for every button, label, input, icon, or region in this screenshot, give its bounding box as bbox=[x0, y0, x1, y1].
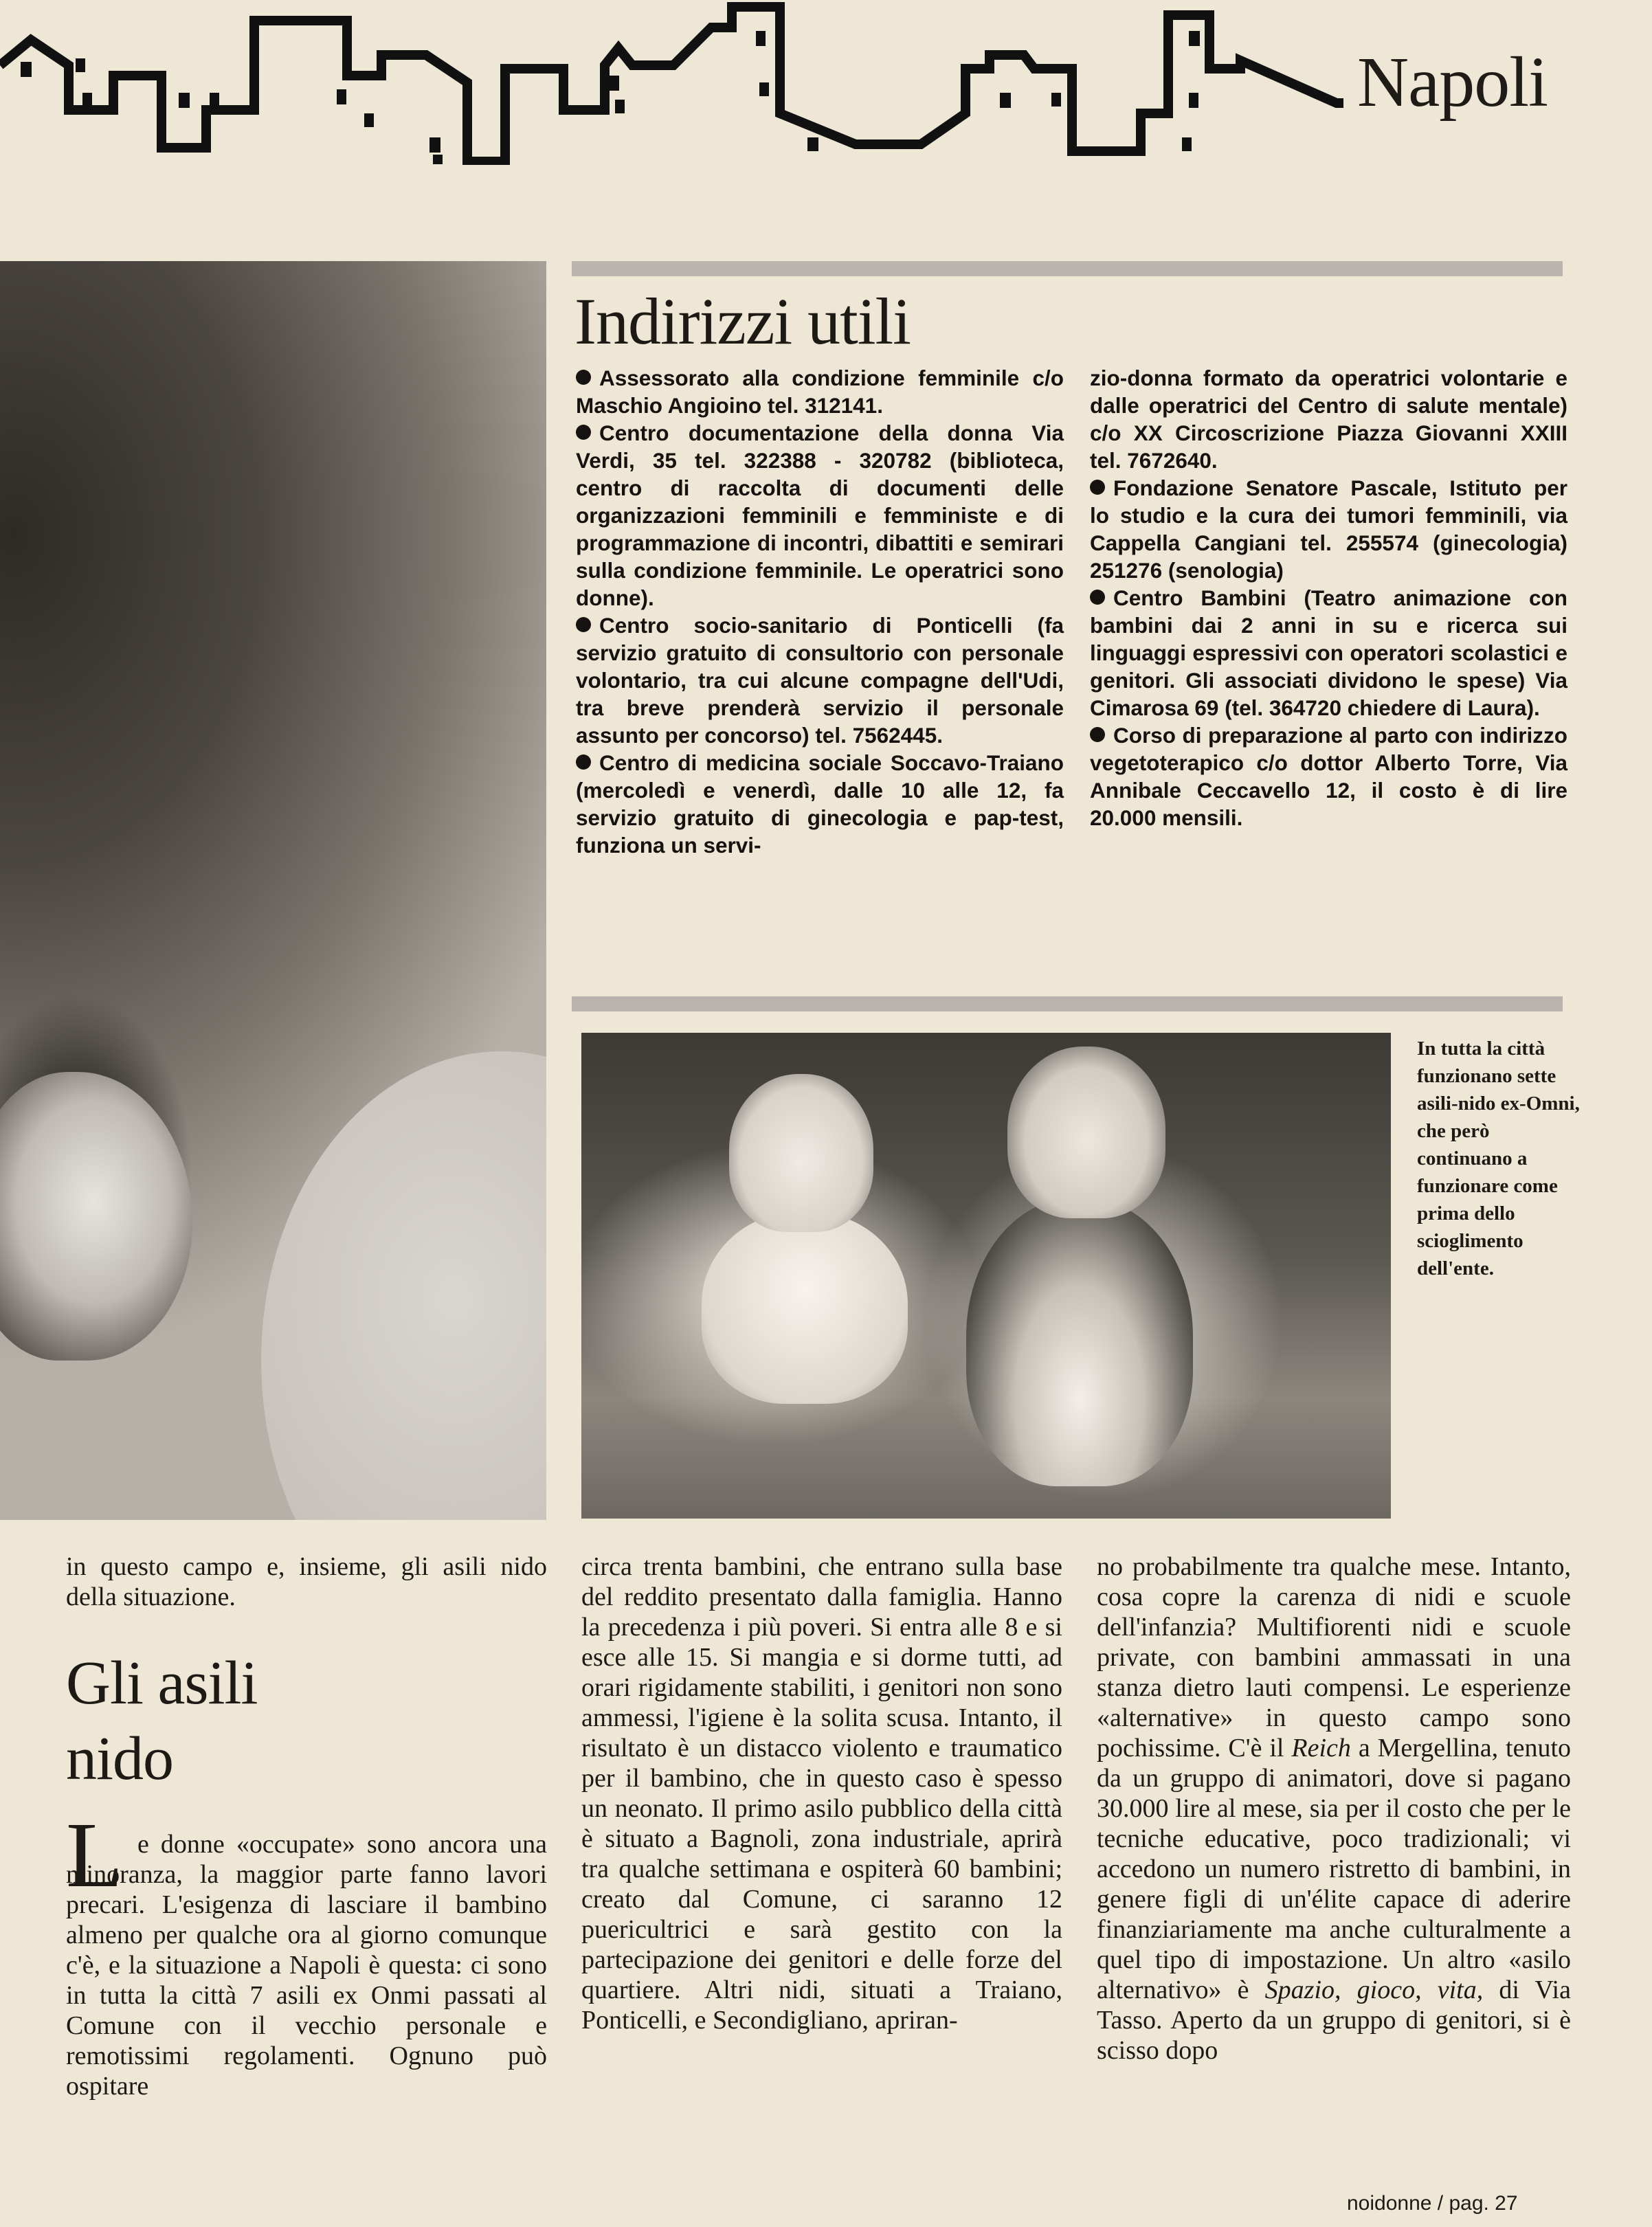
article-paragraph: circa trenta bambini, che entrano sulla base del reddito presentato dalla famiglia. Hanno la precedenza i più poveri. Si entra alle 8 e si esce alle 15. Si mangia e si dorme tutti, ad orari rigidamente stabiliti, i genitori non sono ammessi, l'igiene è la solita scusa. Intanto, il risultato è un distacco violento e traumatico per il bambino, che in questo caso è spesso un neonato. Il primo asilo pubblico della città è situato a Bagnoli, zona industriale, aprirà tra qualche settimana e ospiterà 60 bambini; creato dal Comune, ci saranno 12 puericultrici e sarà gestito con la partecipazione dei genitori e delle forze del quartiere. Altri nidi, situati a Traiano, Ponticelli, e Secondigliano, apriran- bbox=[581, 1552, 1062, 2035]
bullet-icon bbox=[576, 754, 591, 770]
bullet-icon bbox=[576, 425, 591, 440]
address-item: Corso di preparazione al parto con indirizzo vegetoterapico c/o dottor Alberto Torre, Via Annibale Ceccavello 12, il costo è di lire 20.000 mensili. bbox=[1090, 723, 1567, 830]
address-item: Centro di medicina sociale Soccavo-Traiano (mercoledì e venerdì, dalle 10 alle 12, fa servizio gratuito di ginecologia e pap-test, funziona un servi- bbox=[576, 750, 1064, 858]
article-paragraph: no probabilmente tra qualche mese. Intanto, cosa copre la carenza di nidi e scuole dell'infanzia? Multifiorenti nidi e scuole private, con bambini ammassati in una stanza dietro lauti compensi. Le esperienze «alternative» in questo campo sono pochissime. C'è il Reich a Mergellina, tenuto da un gruppo di animatori, dove si pagano 30.000 lire al mese, sia per il costo che per le tecniche educative, poco tradizionali; vi accedono un numero ristretto di bambini, in genere figli di un'élite capace di aderire finanziariamente ma anche culturalmente a quel tipo di impostazione. Un altro «asilo alternativo» è Spazio, gioco, vita, di Via Tasso. Aperto da un gruppo di genitori, si è scisso dopo bbox=[1097, 1552, 1572, 2065]
address-item: Fondazione Senatore Pascale, Istituto per lo studio e la cura dei tumori femminili, via Cappella Cangiani tel. 255574 (ginecologia) 251276 (senologia) bbox=[1090, 475, 1567, 583]
address-item: Assessorato alla condizione femminile c/o Maschio Angioino tel. 312141. bbox=[576, 366, 1064, 418]
box-column-2 bbox=[1090, 364, 1567, 831]
child-left-body bbox=[702, 1211, 908, 1404]
article-paragraph: e donne «occupate» sono ancora una minoranza, la maggior parte fanno lavori precari. L'esigenza di lasciare il bambino almeno per qualche ora al giorno comunque c'è, e la situazione a Napoli è questa: ci sono in tutta la città 7 asili ex Onmi passati al Comune con il vecchio personale e remotissimi regolamenti. Ognuno può ospitare bbox=[66, 1830, 547, 2101]
child-right-body bbox=[966, 1198, 1193, 1486]
child-left-head bbox=[729, 1074, 873, 1232]
children-photo bbox=[581, 1033, 1391, 1519]
article-column-3 bbox=[1097, 1552, 1571, 2066]
ear-shape bbox=[0, 1072, 192, 1361]
ear-closeup-photo bbox=[0, 261, 546, 1520]
page-footer: noidonne / pag. 27 bbox=[1347, 2192, 1518, 2215]
address-item: Centro socio-sanitario di Ponticelli (fa servizio gratuito di consultorio con personale volontario, tra cui alcune compagne dell'Udi, tra breve prenderà servizio il personale assunto per concorso) tel. 7562445. bbox=[576, 613, 1064, 748]
address-item: Centro documentazione della donna Via Verdi, 35 tel. 322388 - 320782 (biblioteca, centro di raccolta di documenti delle organizzazioni femminili e femministe e di programmazione di incontri, dibattiti e semirari sulla condizione femminile. Le operatrici sono donne). bbox=[576, 421, 1064, 610]
article-heading: Gli asili nido bbox=[66, 1649, 258, 1793]
article-column-2 bbox=[581, 1552, 1062, 2035]
box-heading: Indirizzi utili bbox=[574, 284, 911, 358]
bullet-icon bbox=[1090, 727, 1105, 742]
bullet-icon bbox=[1090, 590, 1105, 605]
address-continuation: zio-donna formato da operatrici volontarie e dalle operatrici del Centro di salute mentale) c/o XX Circoscrizione Piazza Giovanni XXIII tel. 7672640. bbox=[1090, 366, 1567, 473]
box-bottom-rule bbox=[572, 996, 1563, 1011]
child-right-head bbox=[1007, 1047, 1165, 1218]
skyline-roofline bbox=[0, 7, 1343, 161]
bullet-icon bbox=[576, 370, 591, 385]
bullet-icon bbox=[576, 617, 591, 632]
section-title: Napoli bbox=[1357, 43, 1548, 122]
article-intro: in questo campo e, insieme, gli asili nido della situazione. bbox=[66, 1552, 547, 1611]
drop-cap: L bbox=[66, 1804, 124, 1907]
article-column-1-body bbox=[66, 1829, 547, 2101]
box-column-1 bbox=[576, 364, 1064, 859]
article-column-1 bbox=[66, 1552, 547, 1612]
box-top-rule bbox=[572, 261, 1563, 276]
bullet-icon bbox=[1090, 480, 1105, 495]
town-skyline-graphic bbox=[0, 0, 1347, 165]
address-item: Centro Bambini (Teatro animazione con bambini dai 2 anni in su e ricerca sui linguaggi espressivi con operatori scolastici e genitori. Gli associati dividono le spese) Via Cimarosa 69 (tel. 364720 chiedere di Laura). bbox=[1090, 585, 1567, 720]
photo-caption: In tutta la città funzionano sette asili-nido ex-Omni, che però continuano a funzionare come prima dello scioglimento dell'ente. bbox=[1417, 1038, 1580, 1279]
cheek-shade bbox=[261, 1051, 546, 1520]
